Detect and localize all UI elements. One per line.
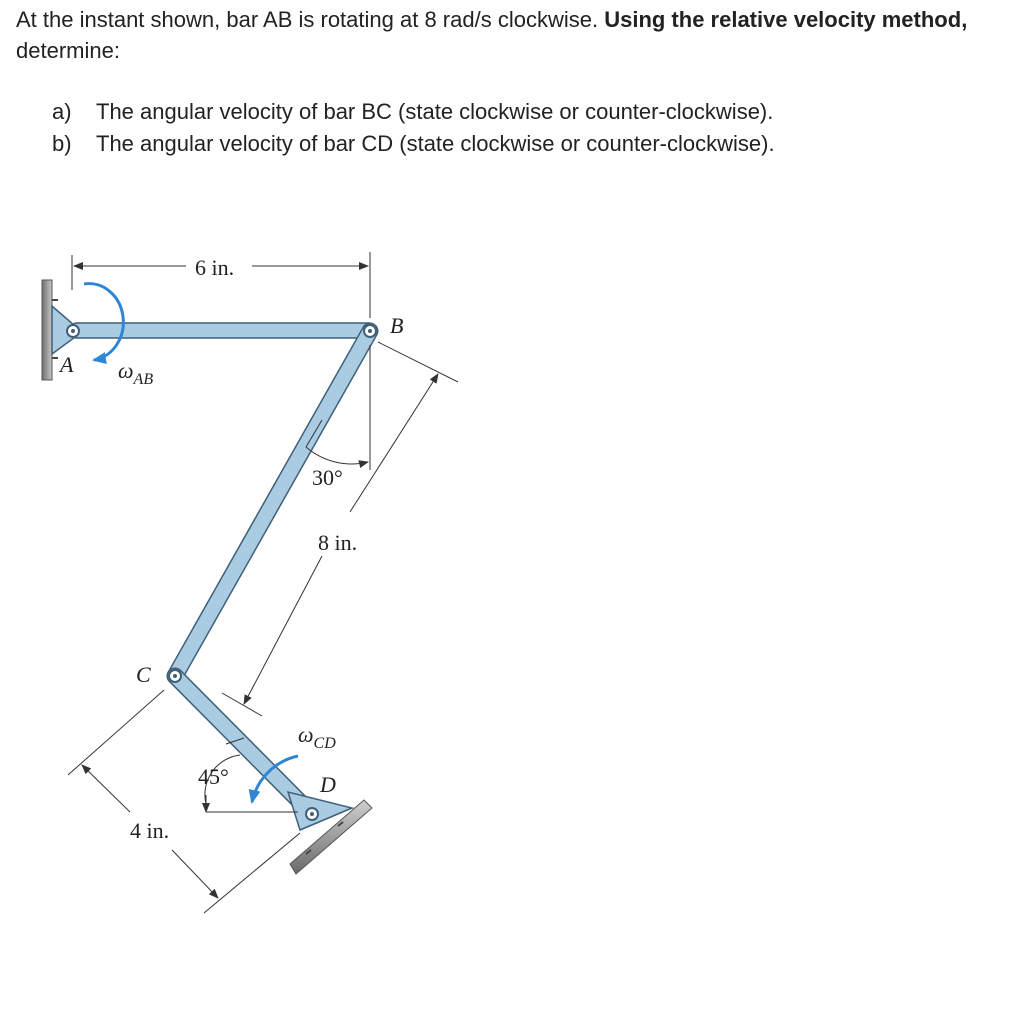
part-a-marker: a) (52, 99, 72, 124)
problem-determine: determine: (16, 38, 120, 63)
omega-ab-label (118, 358, 153, 388)
dimension-cd-label: 4 in. (130, 818, 170, 843)
pin-b (364, 325, 376, 337)
ground-support-d (288, 792, 372, 874)
point-c-label: C (136, 662, 151, 687)
omega-ab-symbol: ω (118, 358, 134, 383)
part-a-text: The angular velocity of bar BC (state clockwise or counter-clockwise). (96, 99, 774, 124)
pin-d (306, 808, 318, 820)
dimension-bc-label: 8 in. (318, 530, 358, 555)
problem-method: Using the relative velocity method, (604, 7, 968, 32)
angle-cd-label: 45° (198, 764, 229, 789)
omega-ab-arrow-icon (84, 284, 123, 360)
dimension-ab-label: 6 in. (195, 255, 235, 280)
omega-cd-label (298, 722, 336, 752)
pin-c (169, 670, 181, 682)
part-b-marker: b) (52, 131, 72, 156)
omega-ab-subscript: AB (133, 371, 154, 388)
angle-bc-label: 30° (312, 465, 343, 490)
pin-a (67, 325, 79, 337)
dimension-cd (68, 690, 300, 913)
point-d-label: D (320, 772, 336, 797)
omega-cd-subscript: CD (313, 735, 336, 752)
point-a-label: A (60, 352, 74, 377)
omega-cd-symbol: ω (298, 722, 314, 747)
problem-intro: At the instant shown, bar AB is rotating at 8 rad/s clockwise. (16, 7, 599, 32)
point-b-label: B (390, 313, 404, 338)
bar-ab (70, 323, 376, 338)
bar-bc (175, 331, 370, 676)
part-b-text: The angular velocity of bar CD (state clockwise or counter-clockwise). (96, 131, 775, 156)
